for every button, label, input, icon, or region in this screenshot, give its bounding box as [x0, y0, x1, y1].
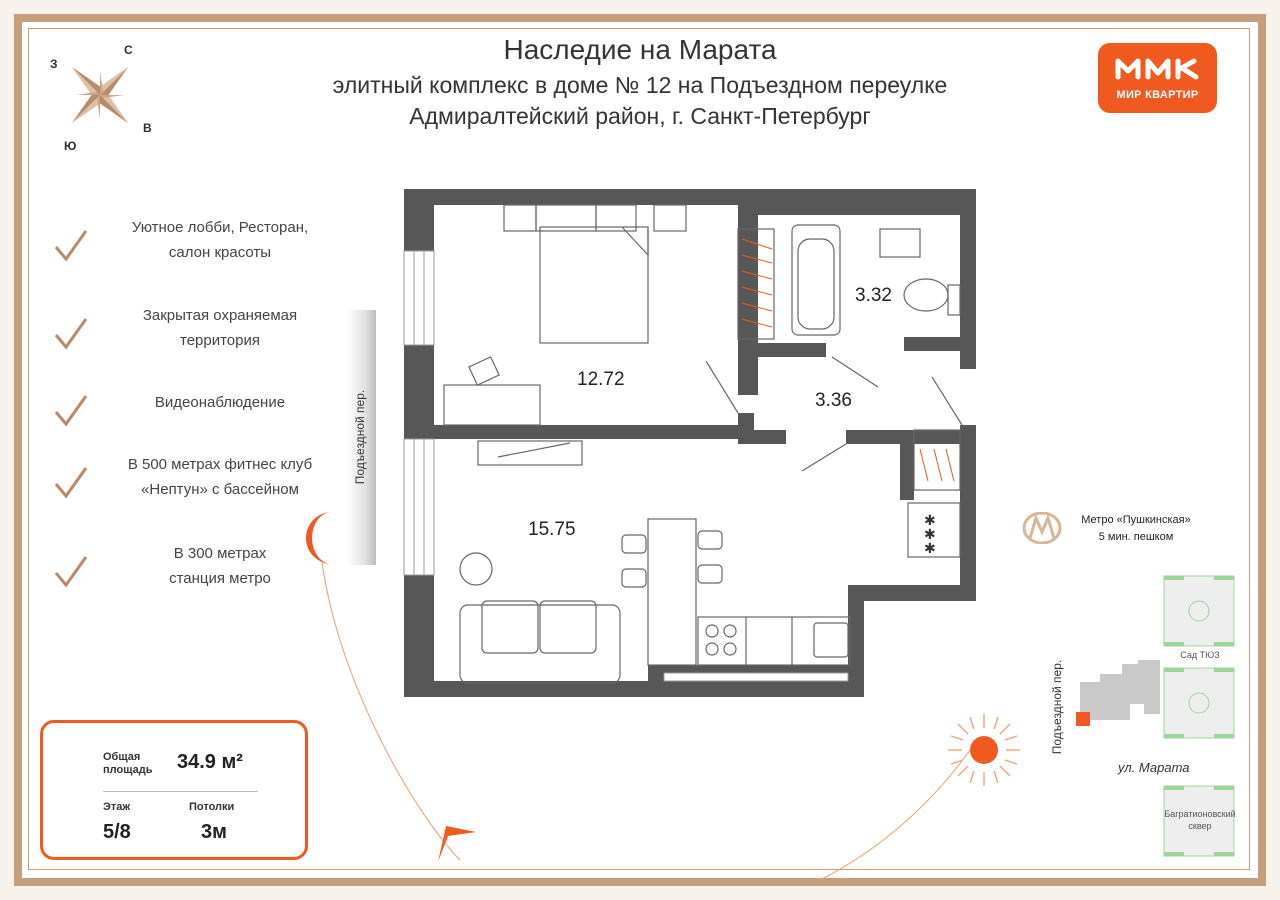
- compass-south: Ю: [64, 139, 77, 153]
- floor-label: Этаж: [103, 801, 131, 813]
- brand-logo[interactable]: [1098, 43, 1217, 113]
- feature-item: [50, 215, 350, 275]
- logo-mark-icon: [1098, 43, 1217, 89]
- feature-line: салон красоты: [168, 244, 272, 261]
- arrow-icon: [432, 822, 478, 864]
- checkmark-icon: [50, 225, 90, 265]
- svg-text:✱: ✱: [924, 513, 936, 529]
- compass-east: В: [143, 121, 152, 135]
- metro-walk: 5 мин. пешком: [1098, 531, 1174, 543]
- ceiling-value: 3м: [201, 821, 227, 843]
- map-garden-2-line1: Багратионовский: [1164, 809, 1236, 819]
- map-street-main: ул. Марата: [1118, 760, 1190, 775]
- apartment-info-card: [40, 720, 308, 860]
- floor-plan: [400, 185, 980, 700]
- feature-line: В 300 метрах: [173, 545, 267, 562]
- feature-line: «Нептун» с бассейном: [141, 481, 299, 498]
- feature-line: В 500 метрах фитнес клуб: [127, 456, 313, 473]
- map-lane-label: Подъездной пер.: [1050, 659, 1064, 755]
- svg-text:✱: ✱: [924, 527, 936, 543]
- compass-north: С: [124, 43, 133, 57]
- room-area-bathroom: 3.32: [855, 285, 892, 306]
- moon-icon: [302, 510, 342, 566]
- feature-line: Уютное лобби, Ресторан,: [131, 219, 309, 236]
- map-garden-1: Сад ТЮЗ: [1180, 650, 1220, 660]
- area-value: 34.9 м²: [177, 751, 243, 773]
- metro-info: [1068, 512, 1204, 546]
- info-divider: [103, 791, 258, 792]
- metro-name: Метро «Пушкинская»: [1081, 514, 1191, 526]
- checkmark-icon: [50, 390, 90, 430]
- page-subtitle-2: Адмиралтейский район, г. Санкт-Петербург: [409, 103, 871, 129]
- feature-item: [50, 303, 350, 363]
- svg-text:✱: ✱: [924, 541, 936, 557]
- page-title: Наследие на Марата: [503, 34, 777, 65]
- street-label: Подъездной пер.: [353, 389, 367, 485]
- feature-item: [50, 380, 350, 440]
- logo-name: МИР КВАРТИР: [1116, 89, 1199, 101]
- room-area-bedroom: 12.72: [577, 369, 625, 390]
- sun-icon: [946, 712, 1022, 788]
- map-garden-2-line2: сквер: [1188, 821, 1212, 831]
- room-area-kitchen-living: 15.75: [528, 519, 576, 540]
- feature-line: Закрытая охраняемая: [142, 307, 298, 324]
- room-area-hall: 3.36: [815, 390, 852, 411]
- feature-line: территория: [180, 332, 260, 349]
- checkmark-icon: [50, 551, 90, 591]
- area-label-1: Общая: [103, 751, 141, 763]
- area-label-2: площадь: [103, 764, 153, 776]
- page-subtitle-1: элитный комплекс в доме № 12 на Подъездном переулке: [332, 72, 948, 98]
- metro-icon: [1022, 512, 1062, 544]
- compass-rose: [50, 45, 160, 155]
- feature-line: Видеонаблюдение: [154, 394, 286, 411]
- checkmark-icon: [50, 313, 90, 353]
- ceiling-label: Потолки: [189, 801, 235, 813]
- compass-west: З: [50, 57, 58, 71]
- feature-line: станция метро: [169, 570, 271, 587]
- floor-value: 5/8: [103, 821, 131, 843]
- checkmark-icon: [50, 462, 90, 502]
